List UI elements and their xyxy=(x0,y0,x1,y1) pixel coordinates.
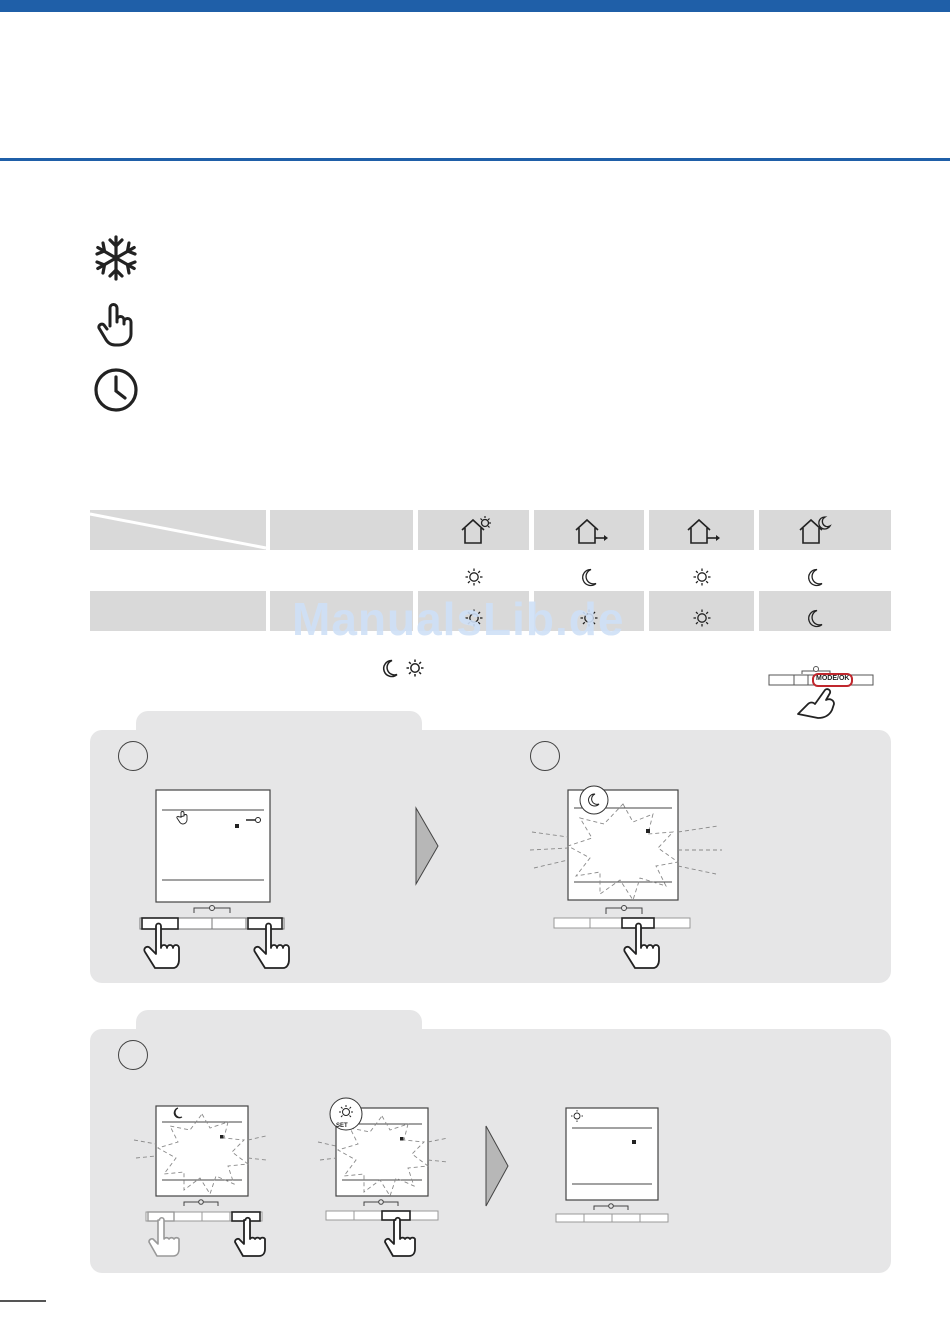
moon-icon xyxy=(381,659,399,677)
thermostat-display-1 xyxy=(138,788,294,974)
moon-icon xyxy=(806,568,824,586)
sun-icon xyxy=(693,609,711,627)
thermostat-display-3 xyxy=(132,1100,268,1270)
moon-icon xyxy=(580,568,598,586)
arrow-right-icon xyxy=(484,1124,510,1208)
sun-icon xyxy=(465,568,483,586)
set-label: SET xyxy=(336,1123,348,1129)
thermostat-display-5 xyxy=(552,1104,672,1224)
watermark: ManualsLib.de xyxy=(292,593,625,645)
step-circle xyxy=(118,741,148,771)
thermostat-display-2 xyxy=(528,782,724,974)
clock-icon xyxy=(92,366,140,414)
step-circle xyxy=(530,741,560,771)
arrow-right-icon xyxy=(414,806,440,886)
mode-ok-label: MODE/OK xyxy=(816,675,850,682)
sun-icon xyxy=(406,659,424,677)
mode-ok-button-illustration xyxy=(768,664,874,720)
thermostat-display-4 xyxy=(316,1094,452,1270)
table-cell xyxy=(759,591,891,631)
hand-pointer-icon xyxy=(92,300,140,348)
page-footer-line xyxy=(0,1300,46,1302)
header-rule xyxy=(0,158,950,161)
house-sun-icon xyxy=(458,514,494,548)
step-circle xyxy=(118,1040,148,1070)
table-header-cell xyxy=(270,510,413,550)
moon-icon xyxy=(806,609,824,627)
snowflake-icon xyxy=(92,234,140,282)
sun-icon xyxy=(693,568,711,586)
top-accent-bar xyxy=(0,0,950,12)
house-arrow-icon xyxy=(572,514,608,548)
table-row-label-cell xyxy=(90,591,266,631)
house-arrow-icon xyxy=(684,514,720,548)
table-corner-cell xyxy=(90,510,266,550)
house-moon-icon xyxy=(796,514,832,548)
